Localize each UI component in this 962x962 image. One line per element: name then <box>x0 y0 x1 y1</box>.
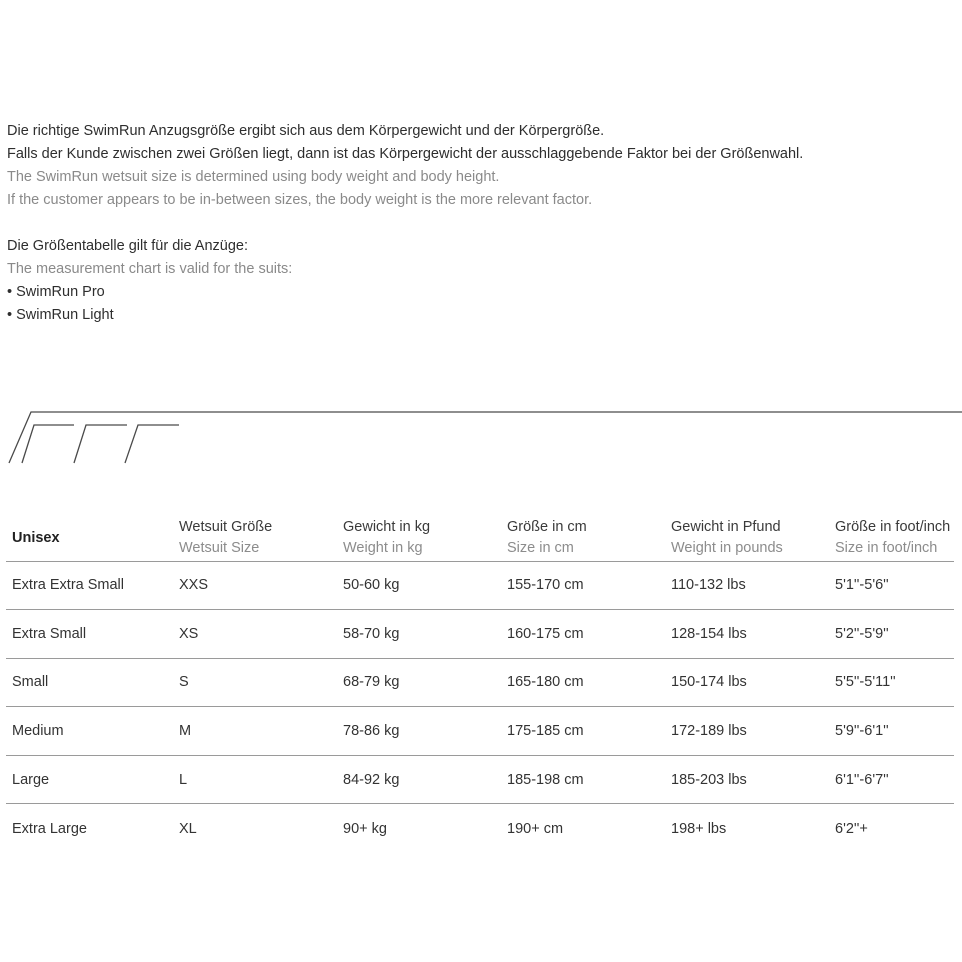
table-row <box>6 804 954 853</box>
header-weight-kg: Gewicht in kg Weight in kg <box>343 519 431 557</box>
size-code-cell: M <box>179 723 192 740</box>
height-cm-cell: 160-175 cm <box>507 625 584 642</box>
weight-kg-cell: 90+ kg <box>343 820 387 837</box>
table-row <box>6 610 954 659</box>
intro-text <box>7 120 947 327</box>
size-name-cell: Extra Large <box>12 820 87 837</box>
size-name-cell: Small <box>12 674 49 691</box>
weight-lbs-cell: 198+ lbs <box>671 820 727 837</box>
weight-kg-cell: 78-86 kg <box>343 723 400 740</box>
height-cm-cell: 185-198 cm <box>507 771 584 788</box>
size-name-cell: Extra Small <box>12 625 87 642</box>
table-row <box>6 658 954 707</box>
chart-validity-de: Die Größentabelle gilt für die Anzüge: <box>7 238 248 254</box>
table-row <box>6 707 954 756</box>
suit-item: • SwimRun Pro <box>7 284 105 300</box>
height-ft-cell: 5'2''-5'9'' <box>835 625 889 642</box>
height-ft-cell: 5'5''-5'11'' <box>835 674 896 691</box>
size-code-cell: L <box>179 771 188 788</box>
size-name-cell: Medium <box>12 723 64 740</box>
header-weight-pounds: Gewicht in Pfund Weight in pounds <box>671 519 783 557</box>
height-ft-cell: 6'1''-6'7'' <box>835 771 889 788</box>
suit-item: • SwimRun Light <box>7 307 114 323</box>
header-size-cm: Größe in cm Size in cm <box>507 519 587 557</box>
table-row <box>6 755 954 804</box>
intro-line-en-1: The SwimRun wetsuit size is determined using body weight and body height. <box>7 169 500 185</box>
weight-kg-cell: 84-92 kg <box>343 771 400 788</box>
size-name-cell: Extra Extra Small <box>12 577 124 594</box>
size-chart-table <box>6 512 954 853</box>
intro-line-en-2: If the customer appears to be in-between sizes, the body weight is the more relevant factor. <box>7 192 593 208</box>
height-cm-cell: 155-170 cm <box>507 577 584 594</box>
weight-kg-cell: 50-60 kg <box>343 577 400 594</box>
table-header-row <box>6 512 954 561</box>
size-code-cell: XS <box>179 625 199 642</box>
height-ft-cell: 5'9''-6'1'' <box>835 723 889 740</box>
size-code-cell: S <box>179 674 189 691</box>
table-row <box>6 561 954 610</box>
weight-lbs-cell: 110-132 lbs <box>671 577 746 594</box>
height-cm-cell: 190+ cm <box>507 820 564 837</box>
intro-line-de-1: Die richtige SwimRun Anzugsgröße ergibt sich aus dem Körpergewicht und der Körpergröße. <box>7 123 605 139</box>
height-cm-cell: 165-180 cm <box>507 674 584 691</box>
weight-lbs-cell: 172-189 lbs <box>671 723 747 740</box>
weight-lbs-cell: 185-203 lbs <box>671 771 747 788</box>
size-code-cell: XXS <box>179 577 209 594</box>
header-size-foot-inch: Größe in foot/inch Size in foot/inch <box>835 519 951 557</box>
height-cm-cell: 175-185 cm <box>507 723 584 740</box>
height-ft-cell: 6'2''+ <box>835 820 868 837</box>
unisex-header: Unisex <box>12 530 60 547</box>
height-ft-cell: 5'1''-5'6'' <box>835 577 889 594</box>
chart-validity-en: The measurement chart is valid for the suits: <box>7 261 293 277</box>
header-wetsuit-size: Wetsuit Größe Wetsuit Size <box>179 519 273 557</box>
weight-kg-cell: 68-79 kg <box>343 674 400 691</box>
weight-lbs-cell: 128-154 lbs <box>671 625 747 642</box>
intro-line-de-2: Falls der Kunde zwischen zwei Größen liegt, dann ist das Körpergewicht der ausschlaggebende Faktor bei der Größenwahl. <box>7 146 804 162</box>
decorative-divider-graphic <box>0 400 962 470</box>
size-name-cell: Large <box>12 771 50 788</box>
size-code-cell: XL <box>179 820 197 837</box>
weight-kg-cell: 58-70 kg <box>343 625 400 642</box>
weight-lbs-cell: 150-174 lbs <box>671 674 747 691</box>
